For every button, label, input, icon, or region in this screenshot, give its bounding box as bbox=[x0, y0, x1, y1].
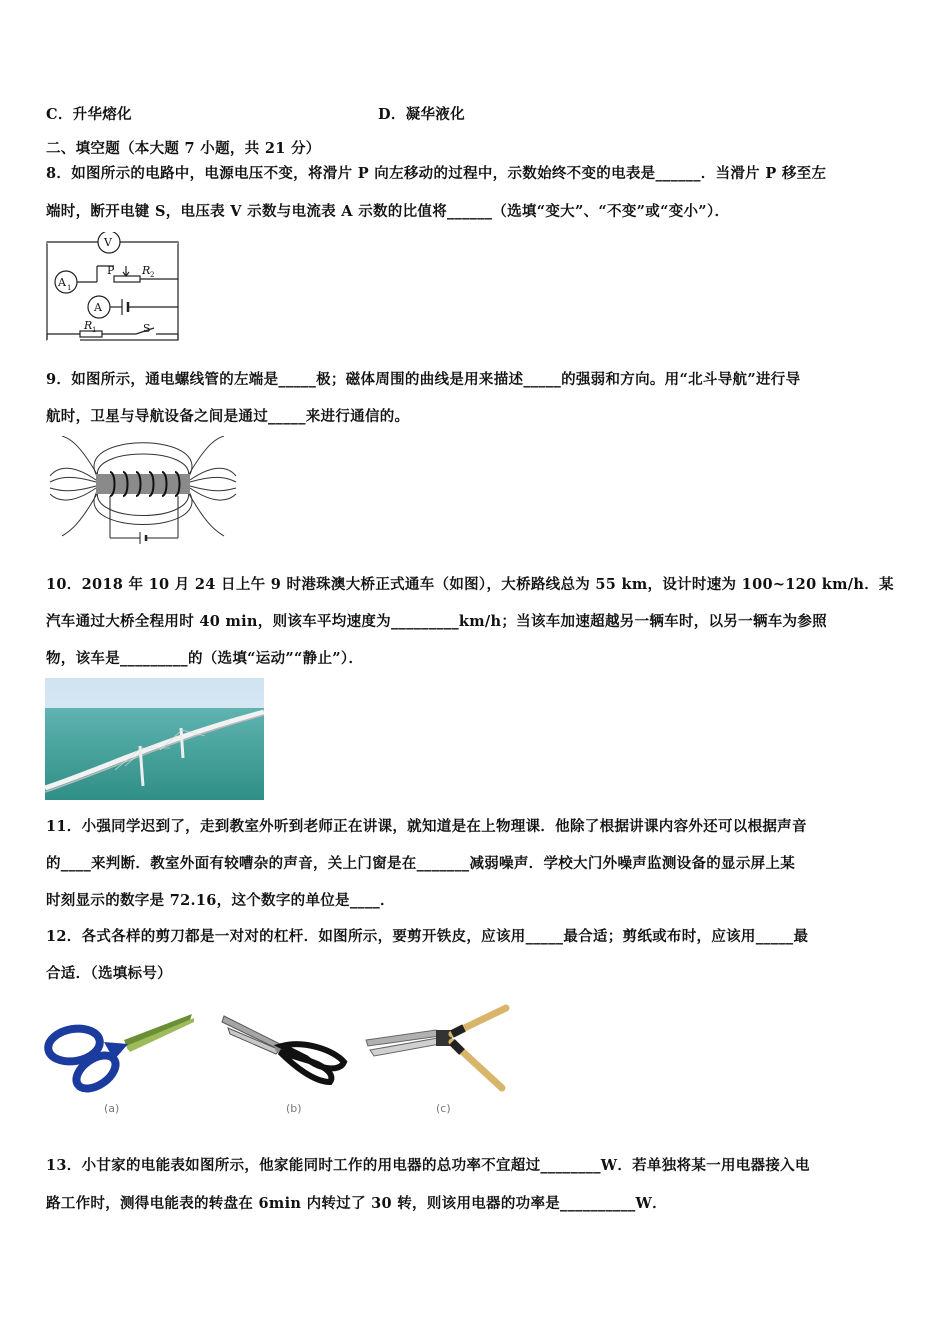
label-a: A bbox=[94, 301, 102, 314]
option-d: D．凝华液化 bbox=[378, 106, 465, 123]
label-v: V bbox=[104, 236, 112, 249]
label-r2-sub: 2 bbox=[150, 271, 155, 279]
bridge-photo bbox=[45, 678, 264, 800]
scissors-a-icon bbox=[46, 1014, 194, 1095]
q10-line2: 汽车通过大桥全程用时 40 min，则该车平均速度为_________km/h；当该车加速超越另一辆车时，以另一辆车为参照 bbox=[46, 613, 827, 630]
label-b: (b) bbox=[286, 1102, 302, 1115]
label-a: (a) bbox=[104, 1102, 120, 1115]
q8-line1: 8．如图所示的电路中，电源电压不变，将滑片 P 向左移动的过程中，示数始终不变的电表是______．当滑片 P 移至左 bbox=[46, 165, 827, 182]
q13-line1: 13．小甘家的电能表如图所示，他家能同时工作的用电器的总功率不宜超过________W．若单独将某一用电器接入电 bbox=[46, 1157, 810, 1174]
label-s: S bbox=[143, 322, 151, 335]
label-a1-sub: 1 bbox=[67, 284, 72, 292]
scissors-c-icon bbox=[366, 1008, 506, 1088]
q12-line2: 合适．（选填标号） bbox=[46, 965, 172, 982]
q11-line1: 11．小强同学迟到了，走到教室外听到老师正在讲课，就知道是在上物理课．他除了根据讲课内容外还可以根据声音 bbox=[46, 818, 807, 835]
q11-line3: 时刻显示的数字是 72.16，这个数字的单位是____． bbox=[46, 892, 395, 909]
q10-line1: 10．2018 年 10 月 24 日上午 9 时港珠澳大桥正式通车（如图），大桥路线总为 55 km，设计时速为 100~120 km/h．某 bbox=[46, 576, 894, 593]
label-c: (c) bbox=[436, 1102, 451, 1115]
scissors-b-icon bbox=[222, 1016, 344, 1082]
section-title: 二、填空题（本大题 7 小题，共 21 分） bbox=[46, 140, 321, 157]
label-r2: R bbox=[142, 264, 151, 277]
scissors-figure bbox=[44, 1000, 510, 1120]
q8-line2: 端时，断开电键 S，电压表 V 示数与电流表 A 示数的比值将______（选填“变大”、“不变”或“变小”）． bbox=[46, 203, 730, 220]
q9-line2: 航时，卫星与导航设备之间是通过_____来进行通信的。 bbox=[46, 408, 410, 425]
label-a1: A bbox=[58, 276, 66, 289]
solenoid-figure bbox=[48, 436, 238, 548]
label-p: P bbox=[107, 264, 115, 277]
label-r1: R bbox=[84, 319, 93, 332]
q11-line2: 的____来判断．教室外面有较嘈杂的声音，关上门窗是在_______减弱噪声．学校大门外噪声监测设备的显示屏上某 bbox=[46, 855, 796, 872]
option-c: C．升华熔化 bbox=[46, 106, 132, 123]
q13-line2: 路工作时，测得电能表的转盘在 6min 内转过了 30 转，则该用电器的功率是__________W． bbox=[46, 1195, 667, 1212]
q9-line1: 9．如图所示，通电螺线管的左端是_____极；磁体周围的曲线是用来描述_____的强弱和方向。用“北斗导航”进行导 bbox=[46, 371, 801, 388]
q12-line1: 12．各式各样的剪刀都是一对对的杠杆．如图所示，要剪开铁皮，应该用_____最合适；剪纸或布时，应该用_____最 bbox=[46, 928, 809, 945]
circuit-diagram bbox=[44, 232, 184, 344]
label-r1-sub: 1 bbox=[92, 326, 97, 334]
q10-line3: 物，该车是_________的（选填“运动”“静止”）． bbox=[46, 650, 364, 667]
